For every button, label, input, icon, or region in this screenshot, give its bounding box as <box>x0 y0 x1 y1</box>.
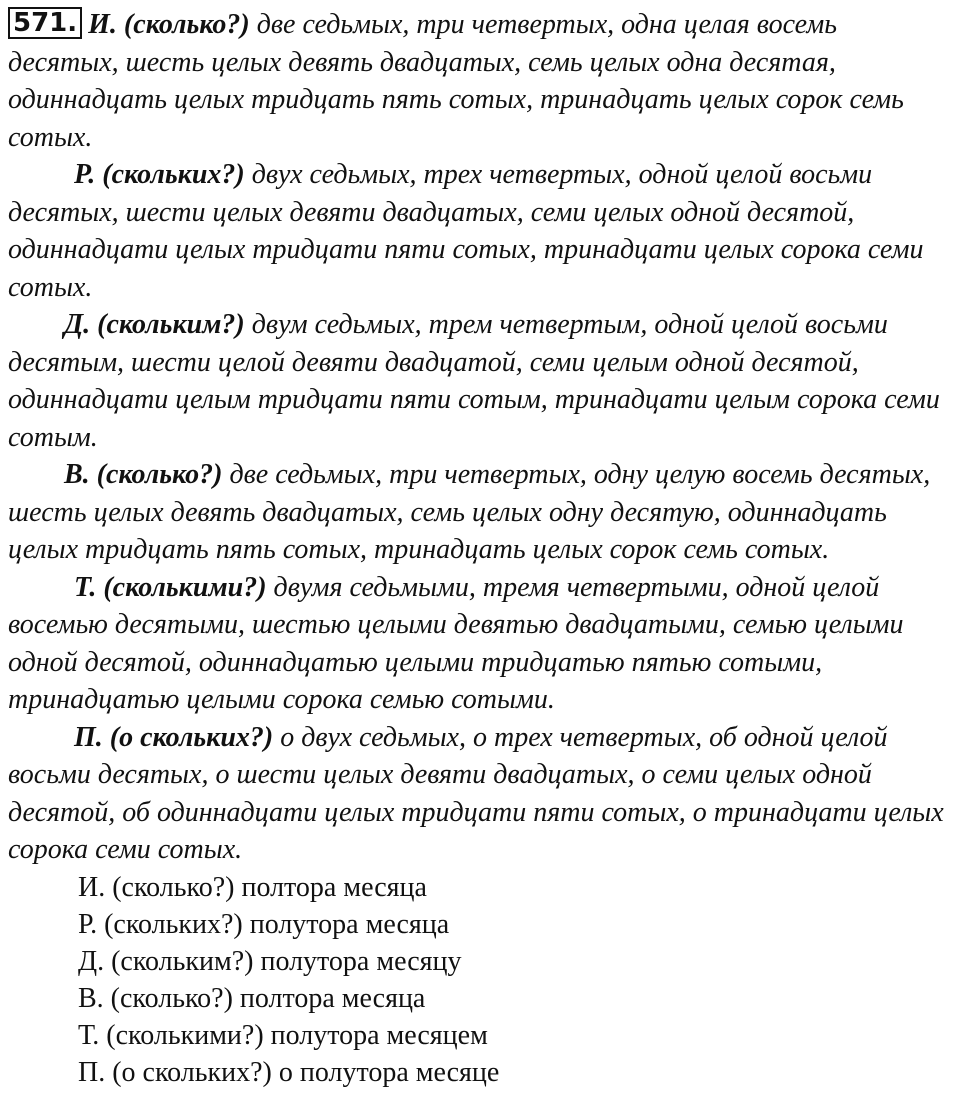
list-item: И. (сколько?) полтора месяца <box>78 871 427 903</box>
case-text-accusative: две седьмых, три четвертых, одну целую восемь десятых, шесть целых девять двадцатых, семь целых одну десятую, одиннадцать целых тридцать пять сотых, тринадцать целых сорок семь сотых. <box>8 459 931 565</box>
task-number-badge: 571. <box>8 7 82 39</box>
case-paragraph-nominative <box>8 6 954 156</box>
case-label-nominative: И. (сколько?) <box>88 9 250 40</box>
case-label-dative: Д. (скольким?) <box>64 309 245 340</box>
case-text-prepositional: о двух седьмых, о трех четвертых, об одной целой восьми десятых, о шести целых девяти двадцатых, о семи целых одной десятой, об одиннадцати целых тридцати пяти сотых, о тринадцати целых сорока семи сотых. <box>8 721 944 865</box>
case-label-instrumental: Т. (сколькими?) <box>74 571 267 603</box>
case-label-prepositional: П. (о скольких?) <box>74 721 274 753</box>
case-paragraph-prepositional <box>8 719 954 869</box>
case-paragraph-genitive <box>8 156 954 306</box>
case-text-dative: двум седьмых, трем четвертым, одной целой восьми десятым, шести целой девяти двадцатой, семи целым одной десятой, одиннадцати целым тридцати пяти сотым, тринадцати целым сорока семи сотым. <box>8 309 940 453</box>
case-text-genitive: двух седьмых, трех четвертых, одной целой восьми десятых, шести целых девяти двадцатых, семи целых одной десятой, одиннадцати целых тридцати пяти сотых, тринадцати целых сорока семи сотых. <box>8 159 924 303</box>
list-item: Р. (скольких?) полутора месяца <box>78 908 450 940</box>
case-label-accusative: В. (сколько?) <box>64 459 223 490</box>
list-item: П. (о скольких?) о полутора месяце <box>78 1056 500 1088</box>
case-label-genitive: Р. (скольких?) <box>74 159 245 190</box>
case-text-nominative: две седьмых, три четвертых, одна целая восемь десятых, шесть целых девять двадцатых, семь целых одна десятая, одиннадцать целых тридцать пять сотых, тринадцать целых сорок семь сотых. <box>8 9 904 153</box>
list-item: Т. (сколькими?) полутора месяцем <box>78 1019 488 1051</box>
case-paragraph-instrumental <box>8 569 954 719</box>
list-item: Д. (скольким?) полутора месяцу <box>78 945 462 977</box>
case-text-instrumental: двумя седьмыми, тремя четвертыми, одной целой восемью десятыми, шестью целыми девятью двадцатыми, семью целыми одной десятой, одиннадцатью целыми тридцатью пятью сотыми, тринадцатью целыми сорока семью сотыми. <box>8 571 904 715</box>
case-paragraph-dative <box>8 306 954 456</box>
case-paragraph-accusative <box>8 456 954 569</box>
list-item: В. (сколько?) полтора месяца <box>78 982 426 1014</box>
poltora-declension-list <box>8 869 954 1091</box>
